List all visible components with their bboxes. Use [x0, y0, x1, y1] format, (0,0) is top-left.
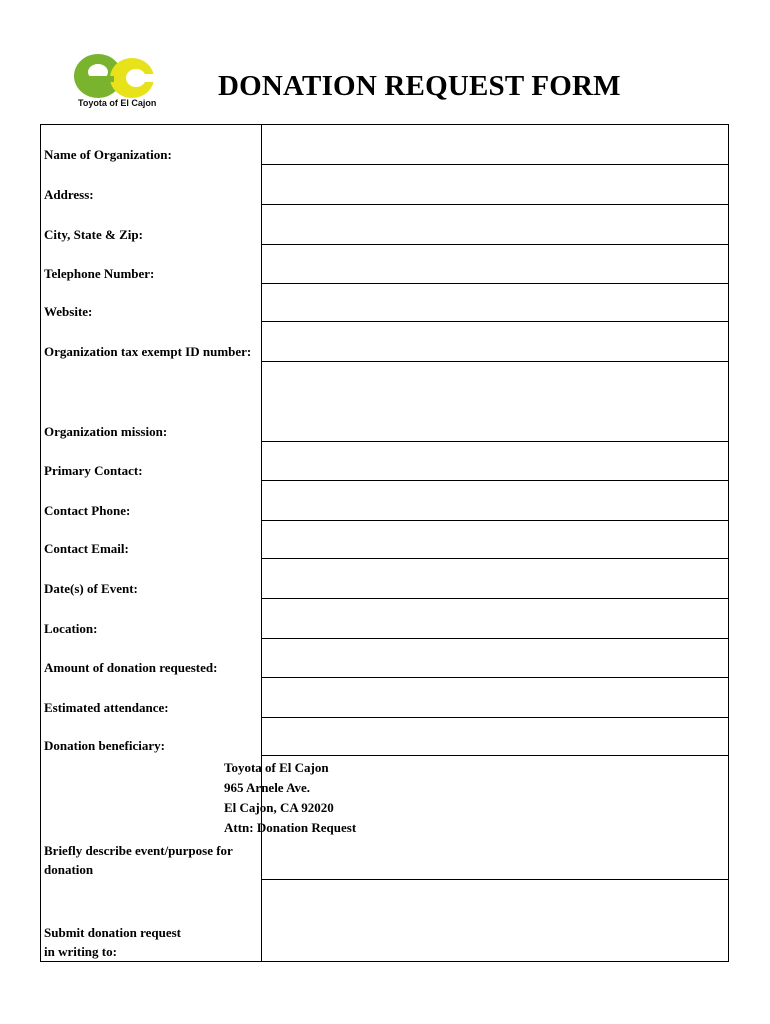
- label-attendance: Estimated attendance:: [44, 700, 169, 715]
- logo-caption: Toyota of El Cajon: [78, 98, 157, 108]
- form-row-mission: [41, 362, 728, 442]
- form-row-donation-amount: [41, 639, 728, 678]
- address-line-3: El Cajon, CA 92020: [224, 800, 334, 815]
- input-telephone[interactable]: [262, 245, 728, 284]
- input-primary-contact[interactable]: [262, 442, 728, 481]
- form-row-beneficiary: [41, 718, 728, 756]
- form-row-contact-phone: [41, 481, 728, 521]
- page-title: DONATION REQUEST FORM: [218, 70, 621, 102]
- label-website: Website:: [44, 304, 93, 319]
- label-contact-phone: Contact Phone:: [44, 503, 131, 518]
- label-primary-contact: Primary Contact:: [44, 463, 143, 478]
- label-city-state-zip: City, State & Zip:: [44, 227, 143, 242]
- label-address: Address:: [44, 187, 94, 202]
- form-row-primary-contact: [41, 442, 728, 481]
- form-row-location: [41, 599, 728, 639]
- input-organization-name[interactable]: [262, 125, 728, 165]
- input-city-state-zip[interactable]: [262, 205, 728, 245]
- address-line-1: Toyota of El Cajon: [224, 760, 329, 775]
- input-event-dates[interactable]: [262, 559, 728, 599]
- input-attendance[interactable]: [262, 678, 728, 718]
- input-mission[interactable]: [262, 362, 728, 442]
- label-submit-to: [44, 923, 258, 961]
- form-row-submit-to: [41, 880, 728, 962]
- form-row-tax-exempt-id: [41, 322, 728, 362]
- label-telephone: Telephone Number:: [44, 266, 155, 281]
- address-line-2: 965 Arnele Ave.: [224, 780, 311, 795]
- label-donation-amount: Amount of donation requested:: [44, 660, 218, 675]
- submit-label-line1: Submit donation request: [44, 925, 182, 940]
- form-row-contact-email: [41, 521, 728, 559]
- form-row-organization-name: [41, 125, 728, 165]
- input-donation-amount[interactable]: [262, 639, 728, 678]
- submit-label-line2: in writing to:: [44, 944, 117, 959]
- label-event-purpose: Briefly describe event/purpose for donation: [44, 843, 233, 877]
- label-organization-name: Name of Organization:: [44, 147, 172, 162]
- form-row-attendance: [41, 678, 728, 718]
- label-event-dates: Date(s) of Event:: [44, 581, 138, 596]
- label-contact-email: Contact Email:: [44, 541, 129, 556]
- form-row-website: [41, 284, 728, 322]
- label-location: Location:: [44, 621, 98, 636]
- form-row-address: [41, 165, 728, 205]
- donation-form: [40, 124, 729, 962]
- form-row-city-state-zip: [41, 205, 728, 245]
- input-address[interactable]: [262, 165, 728, 205]
- input-location[interactable]: [262, 599, 728, 639]
- input-tax-exempt-id[interactable]: [262, 322, 728, 362]
- input-contact-phone[interactable]: [262, 481, 728, 521]
- input-website[interactable]: [262, 284, 728, 322]
- input-beneficiary[interactable]: [262, 718, 728, 756]
- input-contact-email[interactable]: [262, 521, 728, 559]
- mailing-address: [224, 758, 356, 838]
- form-row-event-dates: [41, 559, 728, 599]
- label-tax-exempt-id: Organization tax exempt ID number:: [44, 344, 252, 359]
- form-row-event-purpose: [41, 756, 728, 880]
- address-line-4: Attn: Donation Request: [224, 820, 357, 835]
- form-row-telephone: [41, 245, 728, 284]
- label-beneficiary: Donation beneficiary:: [44, 738, 165, 753]
- label-mission: Organization mission:: [44, 424, 168, 439]
